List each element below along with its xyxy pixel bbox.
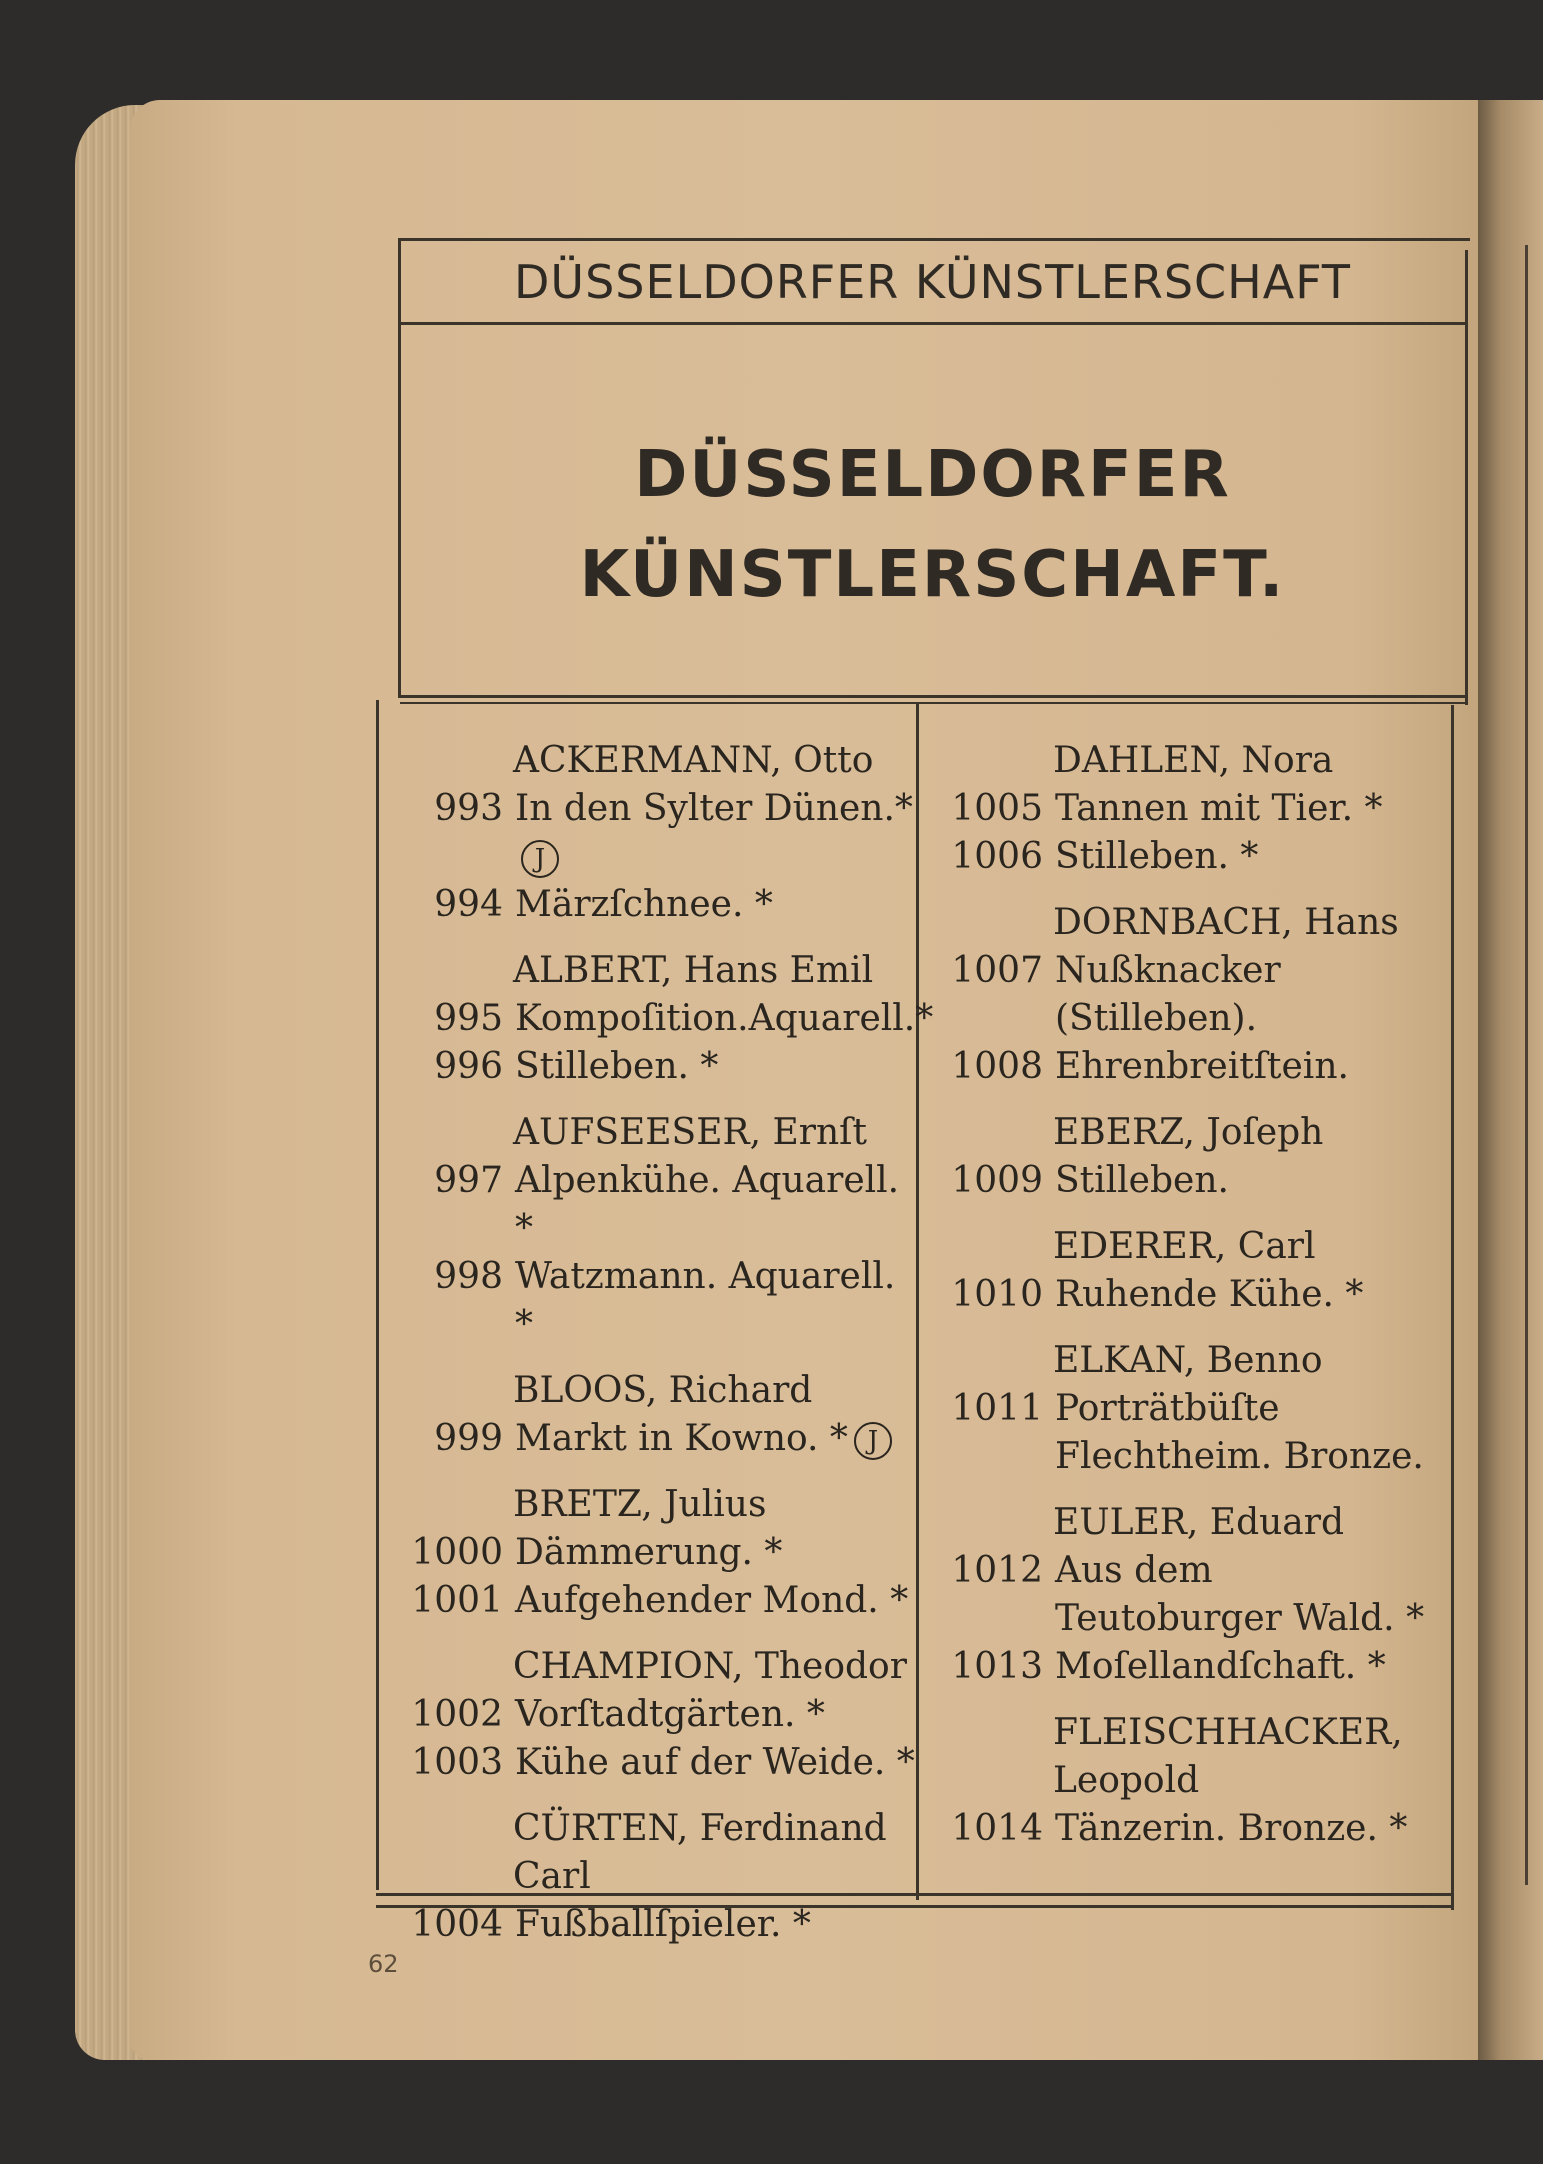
catalog-number: 1005: [951, 788, 1043, 829]
work-title-text: Moſellandſchaft. *: [1055, 1646, 1386, 1687]
work-title: [1055, 1805, 1445, 1853]
title-line: DÜSSELDORFER: [634, 438, 1231, 512]
work-title: [515, 1901, 915, 1949]
catalog-number: 998: [434, 1256, 503, 1297]
jury-mark-icon: J: [521, 840, 559, 878]
artist-name: CHAMPION, Theodor: [513, 1646, 907, 1687]
work-title: [1055, 1157, 1445, 1205]
catalog-number: 1013: [951, 1646, 1043, 1687]
catalog-number: 997: [434, 1160, 503, 1201]
work-title: [1055, 1547, 1445, 1643]
catalog-entry: [935, 1043, 1445, 1091]
artist-name: ACKERMANN, Otto: [513, 740, 874, 781]
work-title-text: Stilleben. *: [1055, 836, 1259, 877]
work-title-text: Dämmerung. *: [515, 1532, 783, 1573]
catalog-entry: [395, 1901, 915, 1949]
catalog-entry: [395, 1415, 915, 1463]
work-title: [1055, 1271, 1445, 1319]
catalog-entry: [395, 995, 934, 1043]
catalog-entry: [935, 947, 1445, 1043]
work-title-text: Kühe auf der Weide. *: [515, 1742, 915, 1783]
artist-name: FLEISCHHACKER, Leopold: [1053, 1712, 1403, 1801]
catalog-number: 1011: [951, 1388, 1043, 1429]
catalog-entry: [935, 1547, 1445, 1643]
work-title-text: Vorſtadtgärten. *: [515, 1694, 825, 1735]
artist-name: CÜRTEN, Ferdinand Carl: [513, 1808, 887, 1897]
work-title: [1055, 833, 1445, 881]
catalog-entry: [935, 1271, 1445, 1319]
work-title-text: Fußballſpieler. *: [515, 1904, 811, 1945]
catalog-number: 1006: [951, 836, 1043, 877]
work-title-text: Porträtbüſte Flechtheim. Bronze.: [1055, 1388, 1424, 1477]
frame-rule: [1451, 705, 1454, 1910]
frame-rule: [400, 322, 1468, 325]
work-title: [1055, 1043, 1445, 1091]
work-title-text: Nußknacker (Stilleben).: [1055, 950, 1281, 1039]
catalog-number: 996: [434, 1046, 503, 1087]
page-title: [400, 425, 1465, 625]
frame-rule: [400, 695, 1465, 698]
catalog-entry: [935, 1385, 1445, 1481]
catalog-entry: [935, 1805, 1445, 1853]
catalog-number: 1010: [951, 1274, 1043, 1315]
catalog-entry: [935, 1643, 1445, 1691]
work-title-text: Ehrenbreitſtein.: [1055, 1046, 1349, 1087]
catalog-number: 999: [434, 1418, 503, 1459]
work-title: [515, 1253, 915, 1349]
jury-mark-icon: J: [854, 1422, 892, 1460]
catalog-entry: [395, 1043, 915, 1091]
work-title-text: Tannen mit Tier. *: [1055, 788, 1383, 829]
catalog-number: 993: [434, 788, 503, 829]
catalog-number: 1004: [411, 1904, 503, 1945]
work-title: [1055, 1643, 1445, 1691]
artist-name: DORNBACH, Hans: [1053, 902, 1399, 943]
catalog-number: 1014: [951, 1808, 1043, 1849]
catalog-entry: [395, 785, 915, 881]
work-title: [515, 1157, 915, 1253]
catalog-number: 1007: [951, 950, 1043, 991]
work-title: [515, 881, 915, 929]
work-title-text: Tänzerin. Bronze. *: [1055, 1808, 1408, 1849]
catalog-number: 1012: [951, 1550, 1043, 1591]
frame-rule: [1465, 250, 1468, 705]
work-title: [1055, 947, 1445, 1043]
catalog-column-right: [935, 725, 1445, 1853]
artist-name: BLOOS, Richard: [513, 1370, 813, 1411]
work-title-text: Ruhende Kühe. *: [1055, 1274, 1364, 1315]
catalog-number: 1002: [411, 1694, 503, 1735]
work-title-text: Stilleben. *: [515, 1046, 719, 1087]
artist-name: EDERER, Carl: [1053, 1226, 1316, 1267]
work-title: [1055, 1385, 1445, 1481]
catalog-entry: [395, 1529, 915, 1577]
catalog-entry: [395, 1253, 915, 1349]
catalog-number: 1008: [951, 1046, 1043, 1087]
work-title-text: Stilleben.: [1055, 1160, 1229, 1201]
work-title: [515, 1529, 915, 1577]
work-title-text: Aus dem Teutoburger Wald. *: [1055, 1550, 1425, 1639]
work-title-text: Markt in Kowno. *: [515, 1418, 848, 1459]
work-title: [515, 1691, 915, 1739]
catalog-entry: [935, 833, 1445, 881]
catalog-entry: [395, 881, 915, 929]
work-title: [1055, 785, 1445, 833]
work-title-text: Watzmann. Aquarell. *: [515, 1256, 896, 1345]
catalog-column-left: [395, 725, 934, 1949]
artist-name: EBERZ, Joſeph: [1053, 1112, 1324, 1153]
catalog-entry: [395, 1691, 915, 1739]
work-title: [515, 1739, 915, 1787]
catalog-number: 994: [434, 884, 503, 925]
catalog-number: 1009: [951, 1160, 1043, 1201]
catalog-entry: [935, 1157, 1445, 1205]
work-title-text: Alpenkühe. Aquarell. *: [515, 1160, 900, 1249]
running-head: DÜSSELDORFER KÜNSTLERSCHAFT: [514, 255, 1351, 309]
work-title: [515, 1577, 915, 1625]
page-number: 62: [368, 1950, 399, 1978]
work-title: [515, 1043, 915, 1091]
title-line: KÜNSTLERSCHAFT.: [579, 538, 1286, 612]
artist-name: ALBERT, Hans Emil: [513, 950, 874, 991]
column-divider: [916, 702, 919, 1900]
book-gutter: [1478, 100, 1543, 2060]
work-title: [515, 1415, 915, 1463]
work-title-text: Aufgehender Mond. *: [515, 1580, 909, 1621]
artist-name: AUFSEESER, Ernſt: [513, 1112, 867, 1153]
work-title-text: Kompoſition.Aquarell.*: [515, 998, 934, 1039]
catalog-entry: [935, 785, 1445, 833]
catalog-number: 1000: [411, 1532, 503, 1573]
work-title-text: Märzſchnee. *: [515, 884, 773, 925]
frame-rule: [376, 700, 379, 1890]
catalog-entry: [395, 1577, 915, 1625]
catalog-number: 1003: [411, 1742, 503, 1783]
artist-name: DAHLEN, Nora: [1053, 740, 1334, 781]
artist-name: EULER, Eduard: [1053, 1502, 1345, 1543]
work-title: [515, 785, 915, 881]
catalog-entry: [395, 1739, 915, 1787]
artist-name: ELKAN, Benno: [1053, 1340, 1323, 1381]
catalog-number: 995: [434, 998, 503, 1039]
catalog-number: 1001: [411, 1580, 503, 1621]
catalog-entry: [395, 1157, 915, 1253]
frame-rule: [400, 702, 1465, 704]
facing-page-rule: [1525, 245, 1528, 1885]
work-title: [515, 995, 933, 1043]
artist-name: BRETZ, Julius: [513, 1484, 767, 1525]
work-title-text: In den Sylter Dünen.*: [515, 788, 913, 829]
frame-rule: [400, 238, 1470, 241]
